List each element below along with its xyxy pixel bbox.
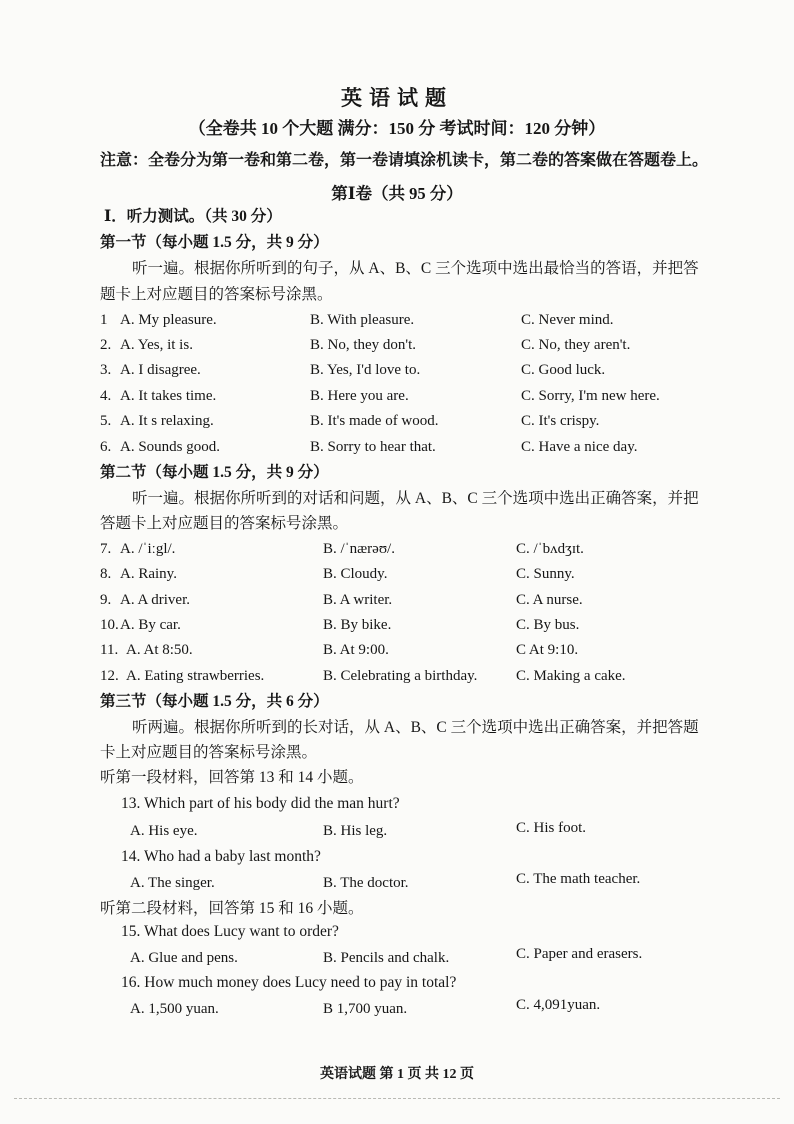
- option-b: B. His leg.: [323, 823, 388, 839]
- option-b: B. /ˈnærəʊ/.: [323, 541, 395, 557]
- option-b: B. With pleasure.: [310, 312, 415, 328]
- option-c: C. /ˈbʌdʒɪt.: [516, 541, 584, 557]
- option-a: A. The singer.: [130, 875, 215, 891]
- option-b: B. Sorry to hear that.: [310, 439, 436, 455]
- option-c: C. Good luck.: [521, 362, 606, 378]
- option-c: C. Making a cake.: [516, 668, 626, 684]
- question-number: 8.: [100, 566, 112, 582]
- question-number: 6.: [100, 439, 112, 455]
- option-b: B. A writer.: [323, 592, 393, 608]
- question-number: 3.: [100, 362, 112, 378]
- question-number: 11.: [100, 642, 119, 658]
- option-b: B. Cloudy.: [323, 566, 388, 582]
- subsection-1-instruction-cont: 题卡上对应题目的答案标号涂黑。: [100, 286, 333, 303]
- option-a: A. /ˈiːgl/.: [120, 541, 176, 557]
- page-title: 英语试题: [341, 86, 453, 110]
- question-13-stem: 13. Which part of his body did the man hurt?: [121, 795, 400, 812]
- option-b: B. It's made of wood.: [310, 413, 439, 429]
- section-listening-heading: Ⅰ．听力测试。（共 30 分）: [104, 208, 282, 225]
- subsection-1-heading: 第一节（每小题 1.5 分，共 9 分）: [100, 234, 329, 251]
- exam-info: （全卷共 10 个大题 满分：150 分 考试时间：120 分钟）: [188, 119, 606, 138]
- option-c: C. Have a nice day.: [521, 439, 638, 455]
- bottom-divider: [14, 1098, 780, 1099]
- option-c: C. Sunny.: [516, 566, 575, 582]
- exam-note: 注意：全卷分为第一卷和第二卷，第一卷请填涂机读卡，第二卷的答案做在答题卷上。: [100, 152, 709, 169]
- option-b: B. Yes, I'd love to.: [310, 362, 421, 378]
- question-15-stem: 15. What does Lucy want to order?: [121, 923, 339, 940]
- question-number: 10.: [100, 617, 119, 633]
- subsection-3-heading: 第三节（每小题 1.5 分，共 6 分）: [100, 693, 329, 710]
- option-c: C. No, they aren't.: [521, 337, 631, 353]
- subsection-2-instruction: 听一遍。根据你所听到的对话和问题，从 A、B、C 三个选项中选出正确答案，并把: [132, 490, 699, 507]
- question-number: 9.: [100, 592, 112, 608]
- option-a: A. It takes time.: [120, 388, 217, 404]
- subsection-2-heading: 第二节（每小题 1.5 分，共 9 分）: [100, 464, 329, 481]
- option-c: C. His foot.: [516, 820, 587, 836]
- option-a: A. Glue and pens.: [130, 950, 238, 966]
- option-c: C At 9:10.: [516, 642, 579, 658]
- option-a: A. 1,500 yuan.: [130, 1001, 219, 1017]
- subsection-1-instruction: 听一遍。根据你所听到的句子，从 A、B、C 三个选项中选出最恰当的答语，并把答: [132, 260, 699, 277]
- option-c: C. The math teacher.: [516, 871, 641, 887]
- question-number: 12.: [100, 668, 119, 684]
- option-a: A. My pleasure.: [120, 312, 217, 328]
- question-14-stem: 14. Who had a baby last month?: [121, 848, 321, 865]
- option-c: C. 4,091yuan.: [516, 997, 601, 1013]
- option-a: A. By car.: [120, 617, 181, 633]
- option-c: C. It's crispy.: [521, 413, 600, 429]
- option-a: A. I disagree.: [120, 362, 201, 378]
- option-a: A. A driver.: [120, 592, 190, 608]
- subsection-3-instruction-cont: 卡上对应题目的答案标号涂黑。: [100, 744, 318, 761]
- question-number: 1: [100, 312, 108, 328]
- option-c: C. By bus.: [516, 617, 580, 633]
- question-16-stem: 16. How much money does Lucy need to pay in total?: [121, 974, 457, 991]
- subsection-2-instruction-cont: 答题卡上对应题目的答案标号涂黑。: [100, 515, 349, 532]
- question-number: 7.: [100, 541, 112, 557]
- option-b: B. No, they don't.: [310, 337, 417, 353]
- option-a: A. It s relaxing.: [120, 413, 214, 429]
- question-number: 4.: [100, 388, 112, 404]
- material-1-note: 听第一段材料，回答第 13 和 14 小题。: [100, 769, 364, 786]
- option-b: B 1,700 yuan.: [323, 1001, 408, 1017]
- question-number: 2.: [100, 337, 112, 353]
- option-a: A. Sounds good.: [120, 439, 221, 455]
- option-a: A. Eating strawberries.: [126, 668, 265, 684]
- part-one-title: 第Ⅰ卷（共 95 分）: [331, 184, 463, 203]
- option-b: B. At 9:00.: [323, 642, 389, 658]
- option-c: C. A nurse.: [516, 592, 583, 608]
- page-footer: 英语试题 第 1 页 共 12 页: [320, 1067, 474, 1082]
- option-b: B. Celebrating a birthday.: [323, 668, 478, 684]
- option-a: A. Yes, it is.: [120, 337, 193, 353]
- option-a: A. Rainy.: [120, 566, 177, 582]
- option-c: C. Sorry, I'm new here.: [521, 388, 660, 404]
- material-2-note: 听第二段材料，回答第 15 和 16 小题。: [100, 900, 364, 917]
- question-number: 5.: [100, 413, 112, 429]
- option-a: A. At 8:50.: [126, 642, 193, 658]
- subsection-3-instruction: 听两遍。根据你所听到的长对话，从 A、B、C 三个选项中选出正确答案，并把答题: [132, 719, 699, 736]
- option-b: B. By bike.: [323, 617, 392, 633]
- option-a: A. His eye.: [130, 823, 198, 839]
- option-c: C. Never mind.: [521, 312, 614, 328]
- option-b: B. The doctor.: [323, 875, 409, 891]
- option-b: B. Here you are.: [310, 388, 409, 404]
- option-b: B. Pencils and chalk.: [323, 950, 450, 966]
- option-c: C. Paper and erasers.: [516, 946, 643, 962]
